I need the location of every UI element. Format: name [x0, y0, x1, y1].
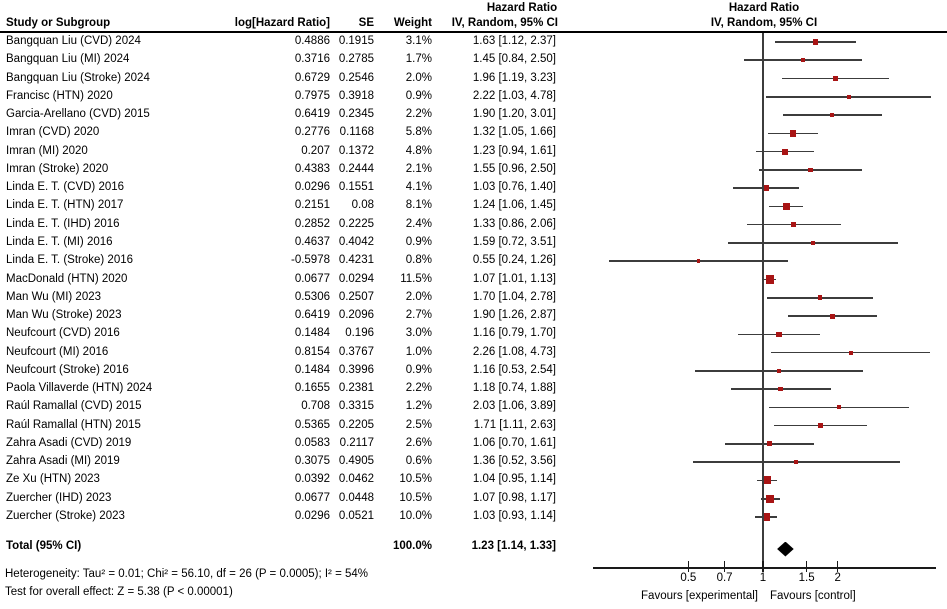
study-log-hr: 0.6729 — [294, 71, 330, 84]
study-log-hr: 0.4886 — [294, 35, 330, 47]
study-name: Bangquan Liu (CVD) 2024 — [6, 35, 141, 47]
axis-tick — [837, 561, 839, 572]
study-name: Neufcourt (MI) 2016 — [6, 345, 109, 358]
study-se: 0.1551 — [338, 181, 374, 194]
effect-marker — [777, 369, 781, 373]
study-ci-text: 1.96 [1.19, 3.23] — [472, 71, 556, 84]
effect-marker — [767, 441, 772, 446]
study-ci-text: 1.71 [1.11, 2.63] — [473, 418, 556, 431]
study-name: Neufcourt (CVD) 2016 — [6, 327, 120, 340]
study-weight: 3.0% — [405, 327, 432, 340]
study-name: Zahra Asadi (MI) 2019 — [6, 455, 120, 468]
study-log-hr: 0.207 — [301, 144, 330, 157]
effect-marker — [811, 241, 815, 245]
study-ci-text: 1.23 [0.94, 1.61] — [472, 144, 556, 157]
study-log-hr: 0.3075 — [294, 455, 330, 468]
study-se: 0.1168 — [339, 126, 374, 139]
study-se: 0.0294 — [338, 272, 374, 285]
study-name: Raúl Ramallal (HTN) 2015 — [6, 418, 141, 431]
effect-marker — [782, 149, 788, 155]
total-ci-text: 1.23 [1.14, 1.33] — [471, 540, 556, 552]
effect-marker — [849, 351, 853, 355]
study-log-hr: 0.0677 — [294, 491, 330, 504]
study-log-hr: 0.2776 — [294, 126, 330, 139]
axis-tick-label: 0.5 — [680, 572, 697, 584]
study-se: 0.2205 — [338, 418, 374, 431]
study-weight: 2.6% — [405, 436, 432, 449]
study-se: 0.2785 — [338, 53, 374, 66]
study-log-hr: 0.1655 — [294, 382, 330, 395]
study-name: Bangquan Liu (MI) 2024 — [6, 53, 130, 66]
study-ci-text: 1.90 [1.26, 2.87] — [472, 309, 556, 322]
null-line — [762, 33, 764, 569]
study-weight: 0.9% — [405, 89, 432, 102]
study-ci-text: 0.55 [0.24, 1.26] — [472, 254, 556, 267]
study-log-hr: -0.5978 — [290, 254, 330, 267]
study-se: 0.2546 — [338, 71, 374, 84]
study-se: 0.0448 — [338, 491, 374, 504]
study-log-hr: 0.0392 — [294, 473, 330, 486]
study-se: 0.3315 — [338, 400, 374, 413]
study-weight: 0.6% — [405, 455, 432, 468]
study-log-hr: 0.6419 — [294, 108, 330, 121]
study-se: 0.2096 — [338, 309, 374, 322]
study-se: 0.4042 — [338, 235, 374, 248]
study-weight: 2.5% — [405, 418, 432, 431]
axis-tick — [806, 561, 808, 572]
effect-marker — [813, 39, 818, 44]
axis-tick-label: 2 — [834, 572, 841, 584]
study-weight: 2.2% — [405, 108, 432, 121]
study-weight: 2.0% — [405, 290, 432, 303]
study-se: 0.0462 — [338, 473, 374, 486]
study-ci-text: 2.26 [1.08, 4.73] — [472, 345, 556, 358]
study-weight: 1.2% — [405, 400, 432, 413]
study-se: 0.2507 — [338, 290, 374, 303]
study-log-hr: 0.5306 — [294, 290, 330, 303]
study-se: 0.2444 — [338, 162, 374, 175]
study-weight: 1.7% — [405, 53, 432, 66]
study-ci-text: 1.03 [0.93, 1.14] — [472, 510, 556, 523]
effect-marker — [791, 222, 796, 227]
study-weight: 10.5% — [399, 473, 432, 486]
study-ci-text: 1.59 [0.72, 3.51] — [472, 235, 556, 248]
study-weight: 2.4% — [405, 217, 432, 230]
study-weight: 11.5% — [400, 272, 432, 285]
study-name: Man Wu (Stroke) 2023 — [6, 309, 122, 322]
study-name: Zuercher (IHD) 2023 — [6, 491, 112, 504]
study-ci-text: 1.32 [1.05, 1.66] — [472, 126, 556, 139]
effect-marker — [808, 168, 813, 173]
study-ci-text: 1.07 [0.98, 1.17] — [472, 491, 556, 504]
study-ci-text: 1.33 [0.86, 2.06] — [472, 217, 556, 230]
study-ci-text: 2.22 [1.03, 4.78] — [472, 89, 556, 102]
col-header-study: Study or Subgroup — [6, 16, 111, 29]
axis-tick-label: 1.5 — [798, 572, 815, 584]
study-weight: 0.8% — [405, 254, 432, 267]
hazard-ratio-group-header-text: Hazard Ratio — [486, 2, 558, 14]
study-se: 0.196 — [345, 327, 374, 340]
study-log-hr: 0.0583 — [294, 436, 330, 449]
study-name: Francisc (HTN) 2020 — [6, 89, 113, 102]
study-name: Linda E. T. (MI) 2016 — [6, 235, 113, 248]
study-se: 0.3996 — [338, 363, 374, 376]
study-name: Raúl Ramallal (CVD) 2015 — [6, 400, 142, 413]
study-se: 0.4905 — [338, 455, 374, 468]
hazard-ratio-group-header-plot: Hazard Ratio — [728, 2, 800, 14]
study-name: Imran (CVD) 2020 — [6, 126, 100, 139]
study-se: 0.1915 — [338, 35, 374, 47]
study-name: Garcia-Arellano (CVD) 2015 — [6, 108, 150, 121]
study-ci-text: 1.55 [0.96, 2.50] — [472, 162, 556, 175]
axis-tick-label: 1 — [759, 572, 767, 584]
study-se: 0.4231 — [338, 254, 374, 267]
study-ci-text: 1.18 [0.74, 1.88] — [472, 382, 556, 395]
study-name: Neufcourt (Stroke) 2016 — [6, 363, 129, 376]
study-ci-text: 1.16 [0.79, 1.70] — [472, 327, 556, 340]
col-header-weight: Weight — [393, 16, 432, 29]
effect-marker — [763, 185, 769, 191]
effect-marker — [766, 275, 774, 283]
study-ci-text: 1.06 [0.70, 1.61] — [472, 436, 556, 449]
axis-tick — [762, 561, 764, 572]
study-log-hr: 0.0677 — [294, 272, 330, 285]
study-name: Bangquan Liu (Stroke) 2024 — [6, 71, 150, 84]
study-ci-text: 1.03 [0.76, 1.40] — [472, 181, 556, 194]
effect-marker — [837, 405, 841, 409]
study-name: Linda E. T. (IHD) 2016 — [6, 217, 120, 230]
study-se: 0.08 — [351, 199, 374, 212]
axis-line — [593, 567, 936, 569]
study-name: Zahra Asadi (CVD) 2019 — [6, 436, 132, 449]
effect-marker — [794, 460, 797, 463]
header-divider — [0, 31, 947, 33]
study-log-hr: 0.5365 — [294, 418, 330, 431]
study-log-hr: 0.2151 — [294, 199, 330, 212]
study-log-hr: 0.708 — [301, 400, 330, 413]
study-log-hr: 0.6419 — [294, 309, 330, 322]
study-log-hr: 0.4383 — [294, 162, 330, 175]
study-ci-text: 1.16 [0.53, 2.54] — [472, 363, 556, 376]
study-log-hr: 0.8154 — [294, 345, 330, 358]
effect-marker — [697, 259, 701, 263]
col-header-log-hr: log[Hazard Ratio] — [234, 16, 330, 29]
heterogeneity-stats: Heterogeneity: Tau² = 0.01; Chi² = 56.10, df = 26 (P = 0.0005); I² = 54% — [5, 568, 369, 580]
study-weight: 2.2% — [405, 382, 432, 395]
col-header-ci-text: IV, Random, 95% CI — [451, 16, 558, 29]
study-se: 0.2381 — [338, 382, 374, 395]
study-se: 0.0521 — [338, 510, 374, 523]
effect-marker — [790, 130, 796, 136]
effect-marker — [830, 113, 835, 118]
study-log-hr: 0.3716 — [294, 53, 330, 66]
study-se: 0.3918 — [338, 89, 374, 102]
favours-experimental-label: Favours [experimental] — [641, 590, 758, 602]
study-weight: 2.7% — [405, 309, 432, 322]
effect-marker — [847, 95, 851, 99]
study-ci-text: 1.24 [1.06, 1.45] — [472, 199, 556, 212]
effect-marker — [818, 295, 823, 300]
axis-tick — [724, 561, 726, 572]
effect-marker — [763, 476, 771, 484]
effect-marker — [766, 495, 774, 503]
axis-tick — [688, 561, 690, 572]
study-name: Linda E. T. (Stroke) 2016 — [6, 254, 133, 267]
study-ci-text: 1.45 [0.84, 2.50] — [472, 53, 556, 66]
study-weight: 1.0% — [405, 345, 432, 358]
col-header-ci-plot: IV, Random, 95% CI — [710, 16, 818, 29]
effect-marker — [830, 314, 835, 319]
study-name: Zuercher (Stroke) 2023 — [6, 510, 125, 523]
study-weight: 4.1% — [405, 181, 432, 194]
study-ci-text: 2.03 [1.06, 3.89] — [472, 400, 556, 413]
study-se: 0.2225 — [338, 217, 374, 230]
study-weight: 2.0% — [405, 71, 432, 84]
study-name: Linda E. T. (HTN) 2017 — [6, 199, 124, 212]
study-ci-text: 1.70 [1.04, 2.78] — [472, 290, 556, 303]
total-diamond — [777, 542, 794, 557]
study-name: Linda E. T. (CVD) 2016 — [6, 181, 125, 194]
study-log-hr: 0.1484 — [294, 363, 330, 376]
favours-control-label: Favours [control] — [770, 590, 856, 602]
study-weight: 0.9% — [405, 235, 432, 248]
study-weight: 10.0% — [399, 510, 432, 523]
study-se: 0.1372 — [338, 144, 374, 157]
study-se: 0.3767 — [338, 345, 374, 358]
effect-marker — [833, 76, 838, 81]
study-ci-text: 1.63 [1.12, 2.37] — [472, 35, 556, 47]
study-se: 0.2345 — [338, 108, 374, 121]
study-weight: 4.8% — [405, 144, 432, 157]
study-log-hr: 0.2852 — [294, 217, 330, 230]
study-ci-text: 1.90 [1.20, 3.01] — [472, 108, 556, 121]
study-name: MacDonald (HTN) 2020 — [6, 272, 128, 285]
study-weight: 10.5% — [399, 491, 432, 504]
study-log-hr: 0.1484 — [294, 327, 330, 340]
study-name: Imran (Stroke) 2020 — [6, 162, 109, 175]
study-name: Imran (MI) 2020 — [6, 144, 88, 157]
study-ci-text: 1.36 [0.52, 3.56] — [472, 455, 556, 468]
effect-marker — [818, 423, 823, 428]
overall-effect-stats: Test for overall effect: Z = 5.38 (P < 0.00001) — [5, 586, 233, 598]
effect-marker — [778, 387, 783, 392]
study-name: Ze Xu (HTN) 2023 — [6, 473, 100, 486]
effect-marker — [776, 332, 781, 337]
study-weight: 8.1% — [405, 199, 432, 212]
col-header-se: SE — [358, 16, 374, 29]
study-weight: 0.9% — [405, 363, 432, 376]
study-ci-text: 1.04 [0.95, 1.14] — [472, 473, 556, 486]
study-log-hr: 0.4637 — [294, 235, 330, 248]
effect-marker — [801, 58, 805, 62]
study-name: Paola Villaverde (HTN) 2024 — [6, 382, 153, 395]
study-ci-text: 1.07 [1.01, 1.13] — [472, 272, 556, 285]
study-se: 0.2117 — [339, 436, 374, 449]
study-weight: 2.1% — [405, 162, 432, 175]
study-name: Man Wu (MI) 2023 — [6, 290, 102, 303]
total-label: Total (95% CI) — [6, 540, 82, 552]
study-weight: 3.1% — [405, 35, 432, 47]
study-log-hr: 0.7975 — [294, 89, 330, 102]
study-weight: 5.8% — [405, 126, 432, 139]
study-log-hr: 0.0296 — [294, 510, 330, 523]
total-weight: 100.0% — [392, 540, 432, 552]
effect-marker — [783, 203, 790, 210]
axis-tick-label: 0.7 — [716, 572, 733, 584]
study-log-hr: 0.0296 — [294, 181, 330, 194]
